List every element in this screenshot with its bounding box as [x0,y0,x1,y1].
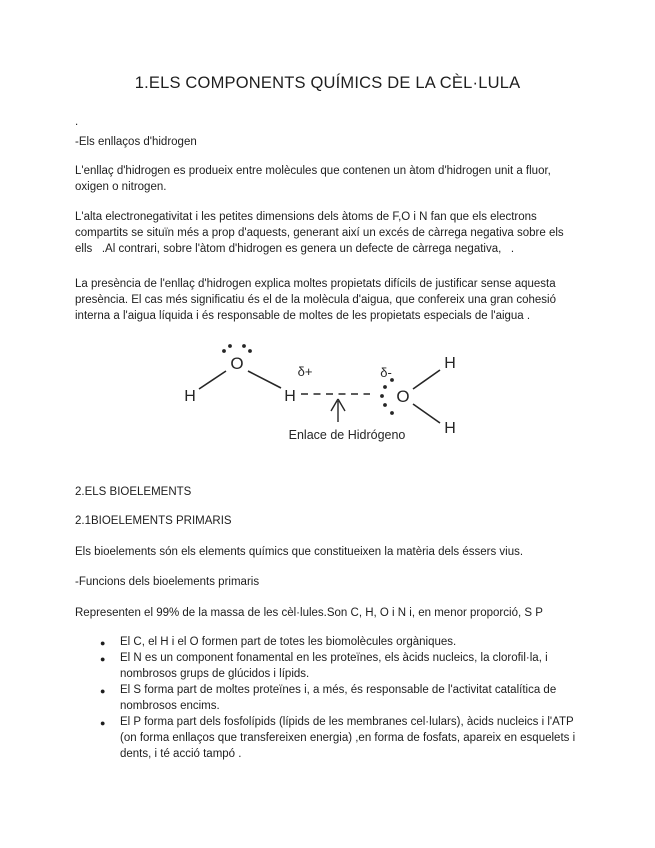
atom-label-o: O [230,354,244,373]
document-title: 1.ELS COMPONENTS QUÍMICS DE LA CÈL·LULA [134,74,521,92]
list-item-text: El S forma part de moltes proteïnes i, a més, és responsable de l'activitat catalítica de nombrosos encims. [120,684,557,712]
atom-label-h: H [284,388,296,405]
bullet-icon: ● [100,686,106,696]
stray-period: . [75,116,79,128]
bullet-icon: ● [100,638,106,648]
water-molecules-figure [175,338,485,443]
subheading-hydrogen-bonds: -Els enllaços d'hidrogen [75,136,197,148]
delta-minus-label: δ- [380,365,392,380]
bond-line [413,404,440,423]
arrow-head [338,399,345,411]
atom-label-o: O [396,387,410,406]
lone-pair-dot [383,385,387,389]
atom-label-h: H [184,388,196,405]
diagram-caption: Enlace de Hidrógeno [288,428,406,442]
list-item [95,682,585,714]
paragraph-hydrogen-3: La presència de l'enllaç d'hidrogen explica moltes propietats difícils de justificar sense aquesta presència. El cas més significatiu és el de la molècula d'aigua, que confereix una gran cohesió interna a l'aigua líquida i és responsable de moltes de les propietats especials de l'aigua . [75,278,557,322]
bond-line [413,370,440,389]
paragraph-representen: Representen el 99% de la massa de les cèl·lules.Son C, H, O i N i, en menor proporció, S P [75,607,543,619]
list-item [95,634,585,650]
bioelements-bullet-list [95,634,585,762]
lone-pair-dot [380,394,384,398]
delta-plus-label: δ+ [297,364,313,379]
list-item-text: El N es un component fonamental en les proteïnes, els àcids nucleics, la clorofil·la, i nombrosos grups de glúcidos i lípids. [120,652,548,680]
list-item-text: El P forma part dels fosfolípids (lípids de les membranes cel·lulars), àcids nucleics i l'ATP (on forma enllaços que transfereixen energia) ,en forma de fosfats, apareix en esquelets i dents, i té acció tampó . [120,716,576,760]
lone-pair-dot [222,349,226,353]
atom-label-h: H [444,420,456,437]
atom-label-h: H [444,355,456,372]
bond-line [199,371,226,389]
bullet-icon: ● [100,718,106,728]
list-item [95,650,585,682]
lone-pair-dot [228,344,232,348]
paragraph-bioelements: Els bioelements són els elements químics que constitueixen la matèria dels éssers vius. [75,546,524,558]
bullet-icon: ● [100,654,106,664]
lone-pair-dot [383,403,387,407]
bond-line [248,371,281,388]
lone-pair-dot [242,344,246,348]
paragraph-hydrogen-1: L'enllaç d'hidrogen es produeix entre molècules que contenen un àtom d'hidrogen unit a fluor, oxigen o nitrogen. [75,165,551,193]
subheading-funcions: -Funcions dels bioelements primaris [75,576,260,588]
heading-bioelements: 2.ELS BIOELEMENTS [75,486,192,498]
hydrogen-bond-diagram [175,338,485,443]
lone-pair-dot [390,411,394,415]
list-item-text: El C, el H i el O formen part de totes les biomolècules orgàniques. [120,636,457,648]
list-item [95,714,585,762]
heading-bioelements-primaris: 2.1BIOELEMENTS PRIMARIS [75,515,232,527]
arrow-head [331,399,338,411]
paragraph-hydrogen-2: L'alta electronegativitat i les petites dimensions dels àtoms de F,O i N fan que els electrons compartits se situïn més a prop d'aquests, generant així un excés de càrrega negativa sobre els ells .Al contrari, sobre l'àtom d'hidrogen es genera un defecte de càrrega negativa, . [75,211,564,255]
lone-pair-dot [248,349,252,353]
